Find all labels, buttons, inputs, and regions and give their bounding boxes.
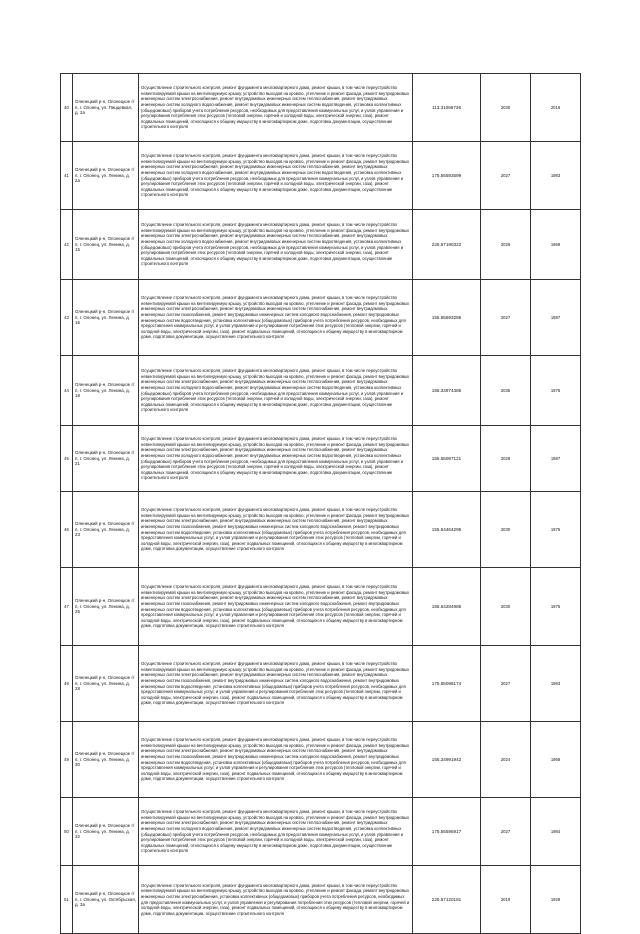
row-works: Осуществление строительного контроля, ремонт фундамента многоквартирного дома, ремонт крыши, в том числе переустройство невентилируемой крыши на вентилируемую крышу, устройство выходов на кровлю, утепление и ремонт фасада, ремонт внутридомовых инженерных систем электроснабжения, ремонт внутридомовых инженерных систем теплоснабжения, ремонт внутридомовых инженерных систем газоснабжения, ремонт внутридомовых инженерных систем холодного водоснабжения, ремонт внутридомовых инженерных систем водоотведения, установка коллективных (общедомовых) приборов учета потребления ресурсов, необходимых для предоставления коммунальных услуг, и узлов управления и регулирования потребления этих ресурсов (тепловой энергии, горячей и холодной воды, электрической энергии, газа), ремонт подвальных помещений, относящихся к общему имуществу в многоквартирном доме, подготовка документации, осуществление строительного контроля: [139, 722, 413, 798]
row-sum: 155.54464295: [413, 492, 481, 568]
table-row: [61, 74, 581, 142]
row-address: Оленецкий р-н, Олонецкое г/п, г. Олонец, ул. Ленина, д. 18: [73, 356, 139, 426]
row-works: Осуществление строительного контроля, ремонт фундамента многоквартирного дома, ремонт крыши, в том числе переустройство невентилируемой крыши на вентилируемую крышу, устройство выходов на кровлю, утепление и ремонт фасада, ремонт внутридомовых инженерных систем электроснабжения, ремонт внутридомовых инженерных систем теплоснабжения, ремонт внутридомовых инженерных систем газоснабжения, ремонт внутридомовых инженерных систем холодного водоснабжения, ремонт внутридомовых инженерных систем водоотведения, установка коллективных (общедомовых) приборов учета потребления ресурсов, необходимых для предоставления коммунальных услуг, и узлов управления и регулирования потребления этих ресурсов (тепловой энергии, горячей и холодной воды, электрической энергии, газа), ремонт подвальных помещений, относящихся к общему имуществу в многоквартирном доме, подготовка документации, осуществление строительного контроля: [139, 568, 413, 646]
row-year: 2028: [481, 426, 531, 492]
row-address: Оленецкий р-н, Олонецкое г/п, г. Олонец, ул. Ленина, д. 23: [73, 492, 139, 568]
row-sum: 225.57190322: [413, 210, 481, 280]
row-year: 2026: [481, 210, 531, 280]
row-number: 41: [61, 142, 73, 210]
row-number: 51: [61, 866, 73, 934]
row-number: 45: [61, 426, 73, 492]
row-year: 2030: [481, 568, 531, 646]
row-works: Осуществление строительного контроля, ремонт фундамента многоквартирного дома, ремонт крыши, в том числе переустройство невентилируемой крыши на вентилируемую крышу, устройство выходов на кровлю, утепление и ремонт фасада, ремонт внутридомовых инженерных систем электроснабжения, ремонт внутридомовых инженерных систем теплоснабжения, ремонт внутридомовых инженерных систем холодного водоснабжения, ремонт внутридомовых инженерных систем водоотведения, установка коллективных (общедомовых) приборов учета потребления ресурсов, необходимых для предоставления коммунальных услуг, и узлов управления и регулирования потребления этих ресурсов (тепловой энергии, горячей и холодной воды, электрической энергии, газа), ремонт подвальных помещений, относящихся к общему имуществу в многоквартирном доме, подготовка документации, осуществление строительного контроля: [139, 74, 413, 142]
row-sum: 113.31066736: [413, 74, 481, 142]
row-built-year: 1987: [531, 426, 581, 492]
table-row: [61, 426, 581, 492]
row-address: Оленецкий р-н, Олонецкое г/п, г. Олонец, ул. Октябрьская, д. 3а: [73, 866, 139, 934]
row-sum: 175.55595917: [413, 798, 481, 866]
row-number: 46: [61, 492, 73, 568]
row-built-year: 1929: [531, 866, 581, 934]
row-sum: 225.57120181: [413, 866, 481, 934]
row-address: Оленецкий р-н, Олонецкое г/п, г. Олонец, ул. Ленина, д. 30: [73, 722, 139, 798]
row-sum: 155.33974385: [413, 356, 481, 426]
row-works: Осуществление строительного контроля, ремонт фундамента многоквартирного дома, ремонт крыши, в том числе переустройство невентилируемой крыши на вентилируемую крышу, устройство выходов на кровлю, утепление и ремонт фасада, ремонт внутридомовых инженерных систем электроснабжения, ремонт внутридомовых инженерных систем теплоснабжения, ремонт внутридомовых инженерных систем холодного водоснабжения, ремонт внутридомовых инженерных систем водоотведения, установка коллективных (общедомовых) приборов учета потребления ресурсов, необходимых для предоставления коммунальных услуг, и узлов управления и регулирования потребления этих ресурсов (тепловой энергии, горячей и холодной воды, электрической энергии, газа), ремонт подвальных помещений, относящихся к общему имуществу в многоквартирном доме, подготовка документации, осуществление строительного контроля: [139, 356, 413, 426]
row-number: 42: [61, 210, 73, 280]
row-address: Оленецкий р-н, Олонецкое г/п, г. Олонец, ул. Ленина, д. 2а: [73, 142, 139, 210]
row-works: Осуществление строительного контроля, ремонт фундамента многоквартирного дома, ремонт крыши, в том числе переустройство невентилируемой крыши на вентилируемую крышу, устройство выходов на кровлю, утепление и ремонт фасада, ремонт внутридомовых инженерных систем электроснабжения, установка коллективных (общедомовых) приборов учета потребления ресурсов, необходимых для предоставления коммунальных услуг, и узлов управления и регулирования потребления этих ресурсов (тепловой энергии, горячей и холодной воды, электрической энергии, газа), ремонт подвальных помещений, относящихся к общему имуществу в многоквартирном доме, подготовка документации, осуществление строительного контроля: [139, 866, 413, 934]
row-built-year: 1969: [531, 210, 581, 280]
row-address: Оленецкий р-н, Олонецкое г/п, г. Олонец, ул. Пиццевкая, д. 2а: [73, 74, 139, 142]
table-row: [61, 210, 581, 280]
row-works: Осуществление строительного контроля, ремонт фундамента многоквартирного дома, ремонт крыши, в том числе переустройство невентилируемой крыши на вентилируемую крышу, устройство выходов на кровлю, утепление и ремонт фасада, ремонт внутридомовых инженерных систем электроснабжения, ремонт внутридомовых инженерных систем теплоснабжения, ремонт внутридомовых инженерных систем газоснабжения, ремонт внутридомовых инженерных систем холодного водоснабжения, ремонт внутридомовых инженерных систем водоотведения, установка коллективных (общедомовых) приборов учета потребления ресурсов, необходимых для предоставления коммунальных услуг, и узлов управления и регулирования потребления этих ресурсов (тепловой энергии, горячей и холодной воды, электрической энергии, газа), ремонт подвальных помещений, относящихся к общему имуществу в многоквартирном доме, подготовка документации, осуществление строительного контроля: [139, 646, 413, 722]
row-built-year: 1983: [531, 646, 581, 722]
row-built-year: 1975: [531, 568, 581, 646]
row-address: Оленецкий р-н, Олонецкое г/п, г. Олонец, ул. Ленина, д. 21: [73, 426, 139, 492]
row-sum: 155.54284985: [413, 568, 481, 646]
row-sum: 155.55693285: [413, 280, 481, 356]
row-sum: 155.34991942: [413, 722, 481, 798]
row-works: Осуществление строительного контроля, ремонт фундамента многоквартирного дома, ремонт крыши, в том числе переустройство невентилируемой крыши на вентилируемую крышу, устройство выходов на кровлю, утепление и ремонт фасада, ремонт внутридомовых инженерных систем электроснабжения, ремонт внутридомовых инженерных систем теплоснабжения, ремонт внутридомовых инженерных систем газоснабжения, ремонт внутридомовых инженерных систем холодного водоснабжения, ремонт внутридомовых инженерных систем водоотведения, установка коллективных (общедомовых) приборов учета потребления ресурсов, необходимых для предоставления коммунальных услуг, и узлов управления и регулирования потребления этих ресурсов (тепловой энергии, горячей и холодной воды, электрической энергии, газа), ремонт подвальных помещений, относящихся к общему имуществу в многоквартирном доме, подготовка документации, осуществление строительного контроля: [139, 492, 413, 568]
table-row: [61, 280, 581, 356]
document-page: [60, 73, 580, 934]
row-address: Оленецкий р-н, Олонецкое г/п, г. Олонец, ул. Ленина, д. 32: [73, 798, 139, 866]
row-works: Осуществление строительного контроля, ремонт фундамента многоквартирного дома, ремонт крыши, в том числе переустройство невентилируемой крыши на вентилируемую крышу, устройство выходов на кровлю, утепление и ремонт фасада, ремонт внутридомовых инженерных систем электроснабжения, ремонт внутридомовых инженерных систем теплоснабжения, ремонт внутридомовых инженерных систем газоснабжения, ремонт внутридомовых инженерных систем холодного водоснабжения, ремонт внутридомовых инженерных систем водоотведения, установка коллективных (общедомовых) приборов учета потребления ресурсов, необходимых для предоставления коммунальных услуг, и узлов управления и регулирования потребления этих ресурсов (тепловой энергии, горячей и холодной воды, электрической энергии, газа), ремонт подвальных помещений, относящихся к общему имуществу в многоквартирном доме, подготовка документации, осуществление строительного контроля: [139, 280, 413, 356]
table-row: [61, 798, 581, 866]
table-row: [61, 568, 581, 646]
table-row: [61, 356, 581, 426]
row-number: 43: [61, 280, 73, 356]
row-number: 44: [61, 356, 73, 426]
row-works: Осуществление строительного контроля, ремонт фундамента многоквартирного дома, ремонт крыши, в том числе переустройство невентилируемой крыши на вентилируемую крышу, устройство выходов на кровлю, утепление и ремонт фасада, ремонт внутридомовых инженерных систем электроснабжения, ремонт внутридомовых инженерных систем теплоснабжения, ремонт внутридомовых инженерных систем холодного водоснабжения, ремонт внутридомовых инженерных систем водоотведения, установка коллективных (общедомовых) приборов учета потребления ресурсов, необходимых для предоставления коммунальных услуг, и узлов управления и регулирования потребления этих ресурсов (тепловой энергии, горячей и холодной воды, электрической энергии, газа), ремонт подвальных помещений, относящихся к общему имуществу в многоквартирном доме, подготовка документации, осуществление строительного контроля: [139, 426, 413, 492]
row-sum: 175.55593599: [413, 142, 481, 210]
row-number: 47: [61, 568, 73, 646]
row-year: 2027: [481, 646, 531, 722]
row-year: 2019: [481, 866, 531, 934]
table-row: [61, 722, 581, 798]
table-row: [61, 142, 581, 210]
row-built-year: 1987: [531, 280, 581, 356]
row-sum: 175.55098174: [413, 646, 481, 722]
table-row: [61, 866, 581, 934]
row-number: 48: [61, 646, 73, 722]
row-built-year: 1984: [531, 798, 581, 866]
row-built-year: 1968: [531, 722, 581, 798]
row-year: 2027: [481, 798, 531, 866]
row-address: Оленецкий р-н, Олонецкое г/п, г. Олонец, ул. Ленина, д. 16: [73, 280, 139, 356]
row-year: 2030: [481, 492, 531, 568]
row-year: 2027: [481, 142, 531, 210]
row-built-year: 1976: [531, 356, 581, 426]
row-year: 2030: [481, 74, 531, 142]
row-number: 40: [61, 74, 73, 142]
row-year: 2024: [481, 722, 531, 798]
row-year: 2027: [481, 280, 531, 356]
row-number: 50: [61, 798, 73, 866]
row-number: 49: [61, 722, 73, 798]
row-works: Осуществление строительного контроля, ремонт фундамента многоквартирного дома, ремонт крыши, в том числе переустройство невентилируемой крыши на вентилируемую крышу, устройство выходов на кровлю, утепление и ремонт фасада, ремонт внутридомовых инженерных систем электроснабжения, ремонт внутридомовых инженерных систем теплоснабжения, ремонт внутридомовых инженерных систем холодного водоснабжения, ремонт внутридомовых инженерных систем водоотведения, установка коллективных (общедомовых) приборов учета потребления ресурсов, необходимых для предоставления коммунальных услуг, и узлов управления и регулирования потребления этих ресурсов (тепловой энергии, горячей и холодной воды, электрической энергии, газа), ремонт подвальных помещений, относящихся к общему имуществу в многоквартирном доме, подготовка документации, осуществление строительного контроля: [139, 798, 413, 866]
row-year: 2035: [481, 356, 531, 426]
row-sum: 155.55087121: [413, 426, 481, 492]
table-row: [61, 492, 581, 568]
row-address: Оленецкий р-н, Олонецкое г/п, г. Олонец, ул. Ленина, д. 28: [73, 646, 139, 722]
table-row: [61, 646, 581, 722]
row-address: Оленецкий р-н, Олонецкое г/п, г. Олонец, ул. Ленина, д. 25: [73, 568, 139, 646]
row-works: Осуществление строительного контроля, ремонт фундамента многоквартирного дома, ремонт крыши, в том числе переустройство невентилируемой крыши на вентилируемую крышу, устройство выходов на кровлю, утепление и ремонт фасада, ремонт внутридомовых инженерных систем электроснабжения, ремонт внутридомовых инженерных систем теплоснабжения, ремонт внутридомовых инженерных систем холодного водоснабжения, ремонт внутридомовых инженерных систем водоотведения, установка коллективных (общедомовых) приборов учета потребления ресурсов, необходимых для предоставления коммунальных услуг, и узлов управления и регулирования потребления этих ресурсов (тепловой энергии, горячей и холодной воды, электрической энергии, газа), ремонт подвальных помещений, относящихся к общему имуществу в многоквартирном доме, подготовка документации, осуществление строительного контроля: [139, 210, 413, 280]
row-built-year: 2016: [531, 74, 581, 142]
table-body: [61, 74, 581, 934]
row-address: Оленецкий р-н, Олонецкое г/п, г. Олонец, ул. Ленина, д. 15: [73, 210, 139, 280]
row-built-year: 1983: [531, 142, 581, 210]
row-built-year: 1976: [531, 492, 581, 568]
row-works: Осуществление строительного контроля, ремонт фундамента многоквартирного дома, ремонт крыши, в том числе переустройство невентилируемой крыши на вентилируемую крышу, устройство выходов на кровлю, утепление и ремонт фасада, ремонт внутридомовых инженерных систем электроснабжения, ремонт внутридомовых инженерных систем теплоснабжения, ремонт внутридомовых инженерных систем холодного водоснабжения, ремонт внутридомовых инженерных систем водоотведения, установка коллективных (общедомовых) приборов учета потребления ресурсов, необходимых для предоставления коммунальных услуг, и узлов управления и регулирования потребления этих ресурсов (тепловой энергии, горячей и холодной воды, электрической энергии, газа), ремонт подвальных помещений, относящихся к общему имуществу в многоквартирном доме, подготовка документации, осуществление строительного контроля: [139, 142, 413, 210]
repair-program-table: [60, 73, 581, 934]
